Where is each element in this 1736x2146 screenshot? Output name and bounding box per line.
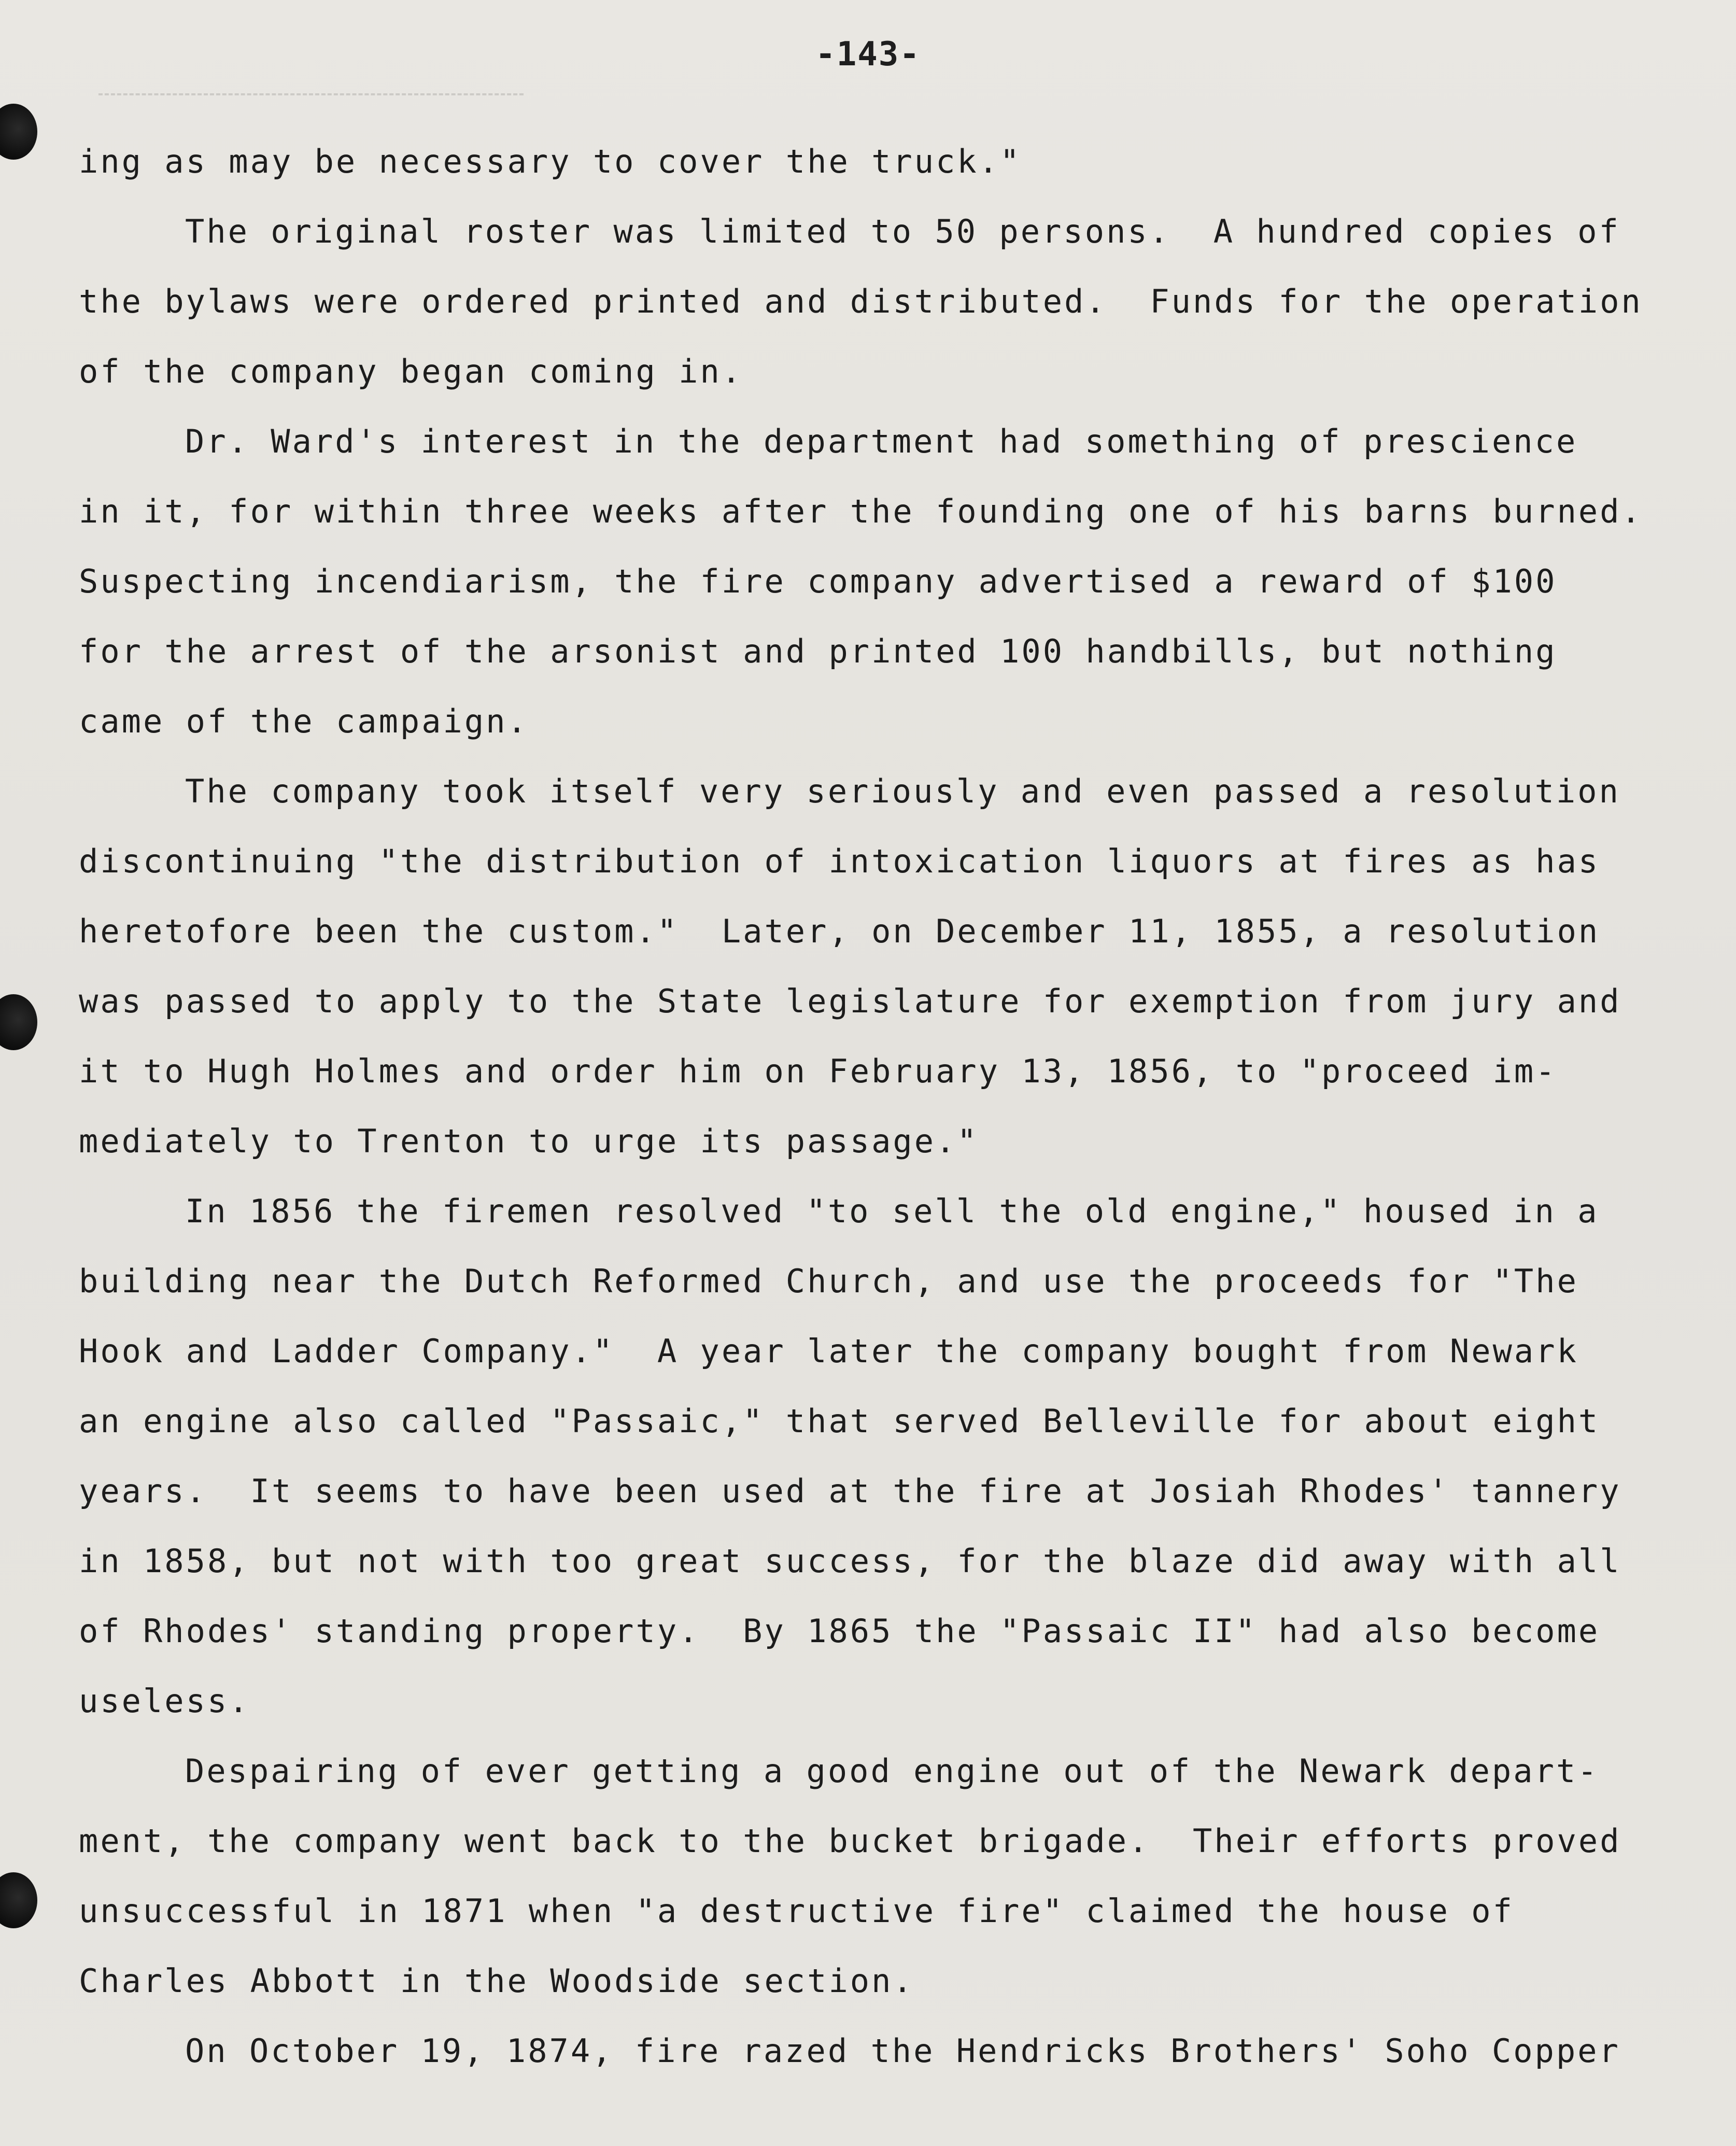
text-line: in it, for within three weeks after the founding one of his barns burned. — [79, 492, 1643, 530]
text-line: In 1856 the firemen resolved "to sell the old engine," housed in a — [185, 1192, 1599, 1230]
text-line: building near the Dutch Reformed Church, and use the proceeds for "The — [79, 1262, 1578, 1300]
text-line: ment, the company went back to the bucket brigade. Their efforts proved — [79, 1822, 1621, 1860]
text-line: heretofore been the custom." Later, on December 11, 1855, a resolution — [79, 912, 1600, 950]
text-line: years. It seems to have been used at the fire at Josiah Rhodes' tannery — [79, 1472, 1621, 1510]
text-line: the bylaws were ordered printed and distributed. Funds for the operation — [79, 283, 1643, 320]
text-line: Dr. Ward's interest in the department had something of prescience — [185, 422, 1578, 460]
text-line: it to Hugh Holmes and order him on February 13, 1856, to "proceed im- — [79, 1052, 1557, 1090]
text-line: of the company began coming in. — [79, 352, 743, 390]
text-line: On October 19, 1874, fire razed the Hendricks Brothers' Soho Copper — [185, 2032, 1620, 2070]
text-line: useless. — [79, 1682, 250, 1720]
text-line: in 1858, but not with too great success, for the blaze did away with all — [79, 1542, 1621, 1580]
text-line: Suspecting incendiarism, the fire company advertised a reward of $100 — [79, 562, 1557, 600]
punch-hole — [0, 994, 37, 1050]
punch-hole — [0, 104, 37, 160]
text-line: for the arrest of the arsonist and printed 100 handbills, but nothing — [79, 632, 1557, 670]
text-line: Despairing of ever getting a good engine out of the Newark depart- — [185, 1752, 1599, 1790]
text-line: of Rhodes' standing property. By 1865 the "Passaic II" had also become — [79, 1612, 1600, 1650]
text-line: Charles Abbott in the Woodside section. — [79, 1962, 914, 2000]
text-line: unsuccessful in 1871 when "a destructive fire" claimed the house of — [79, 1892, 1514, 1930]
text-line: discontinuing "the distribution of intoxication liquors at fires as has — [79, 842, 1600, 880]
text-line: Hook and Ladder Company." A year later the company bought from Newark — [79, 1332, 1578, 1370]
faint-rule — [98, 93, 524, 95]
body-text — [79, 126, 1643, 2086]
text-line: ing as may be necessary to cover the truck." — [79, 143, 1022, 180]
text-line: The original roster was limited to 50 persons. A hundred copies of — [185, 213, 1620, 250]
text-line: was passed to apply to the State legislature for exemption from jury and — [79, 982, 1621, 1020]
text-line: an engine also called "Passaic," that served Belleville for about eight — [79, 1402, 1600, 1440]
punch-hole — [0, 1872, 37, 1928]
text-line: came of the campaign. — [79, 702, 529, 740]
text-line: mediately to Trenton to urge its passage." — [79, 1122, 979, 1160]
text-line: The company took itself very seriously and even passed a resolution — [185, 772, 1620, 810]
page-number: -143- — [815, 35, 921, 74]
